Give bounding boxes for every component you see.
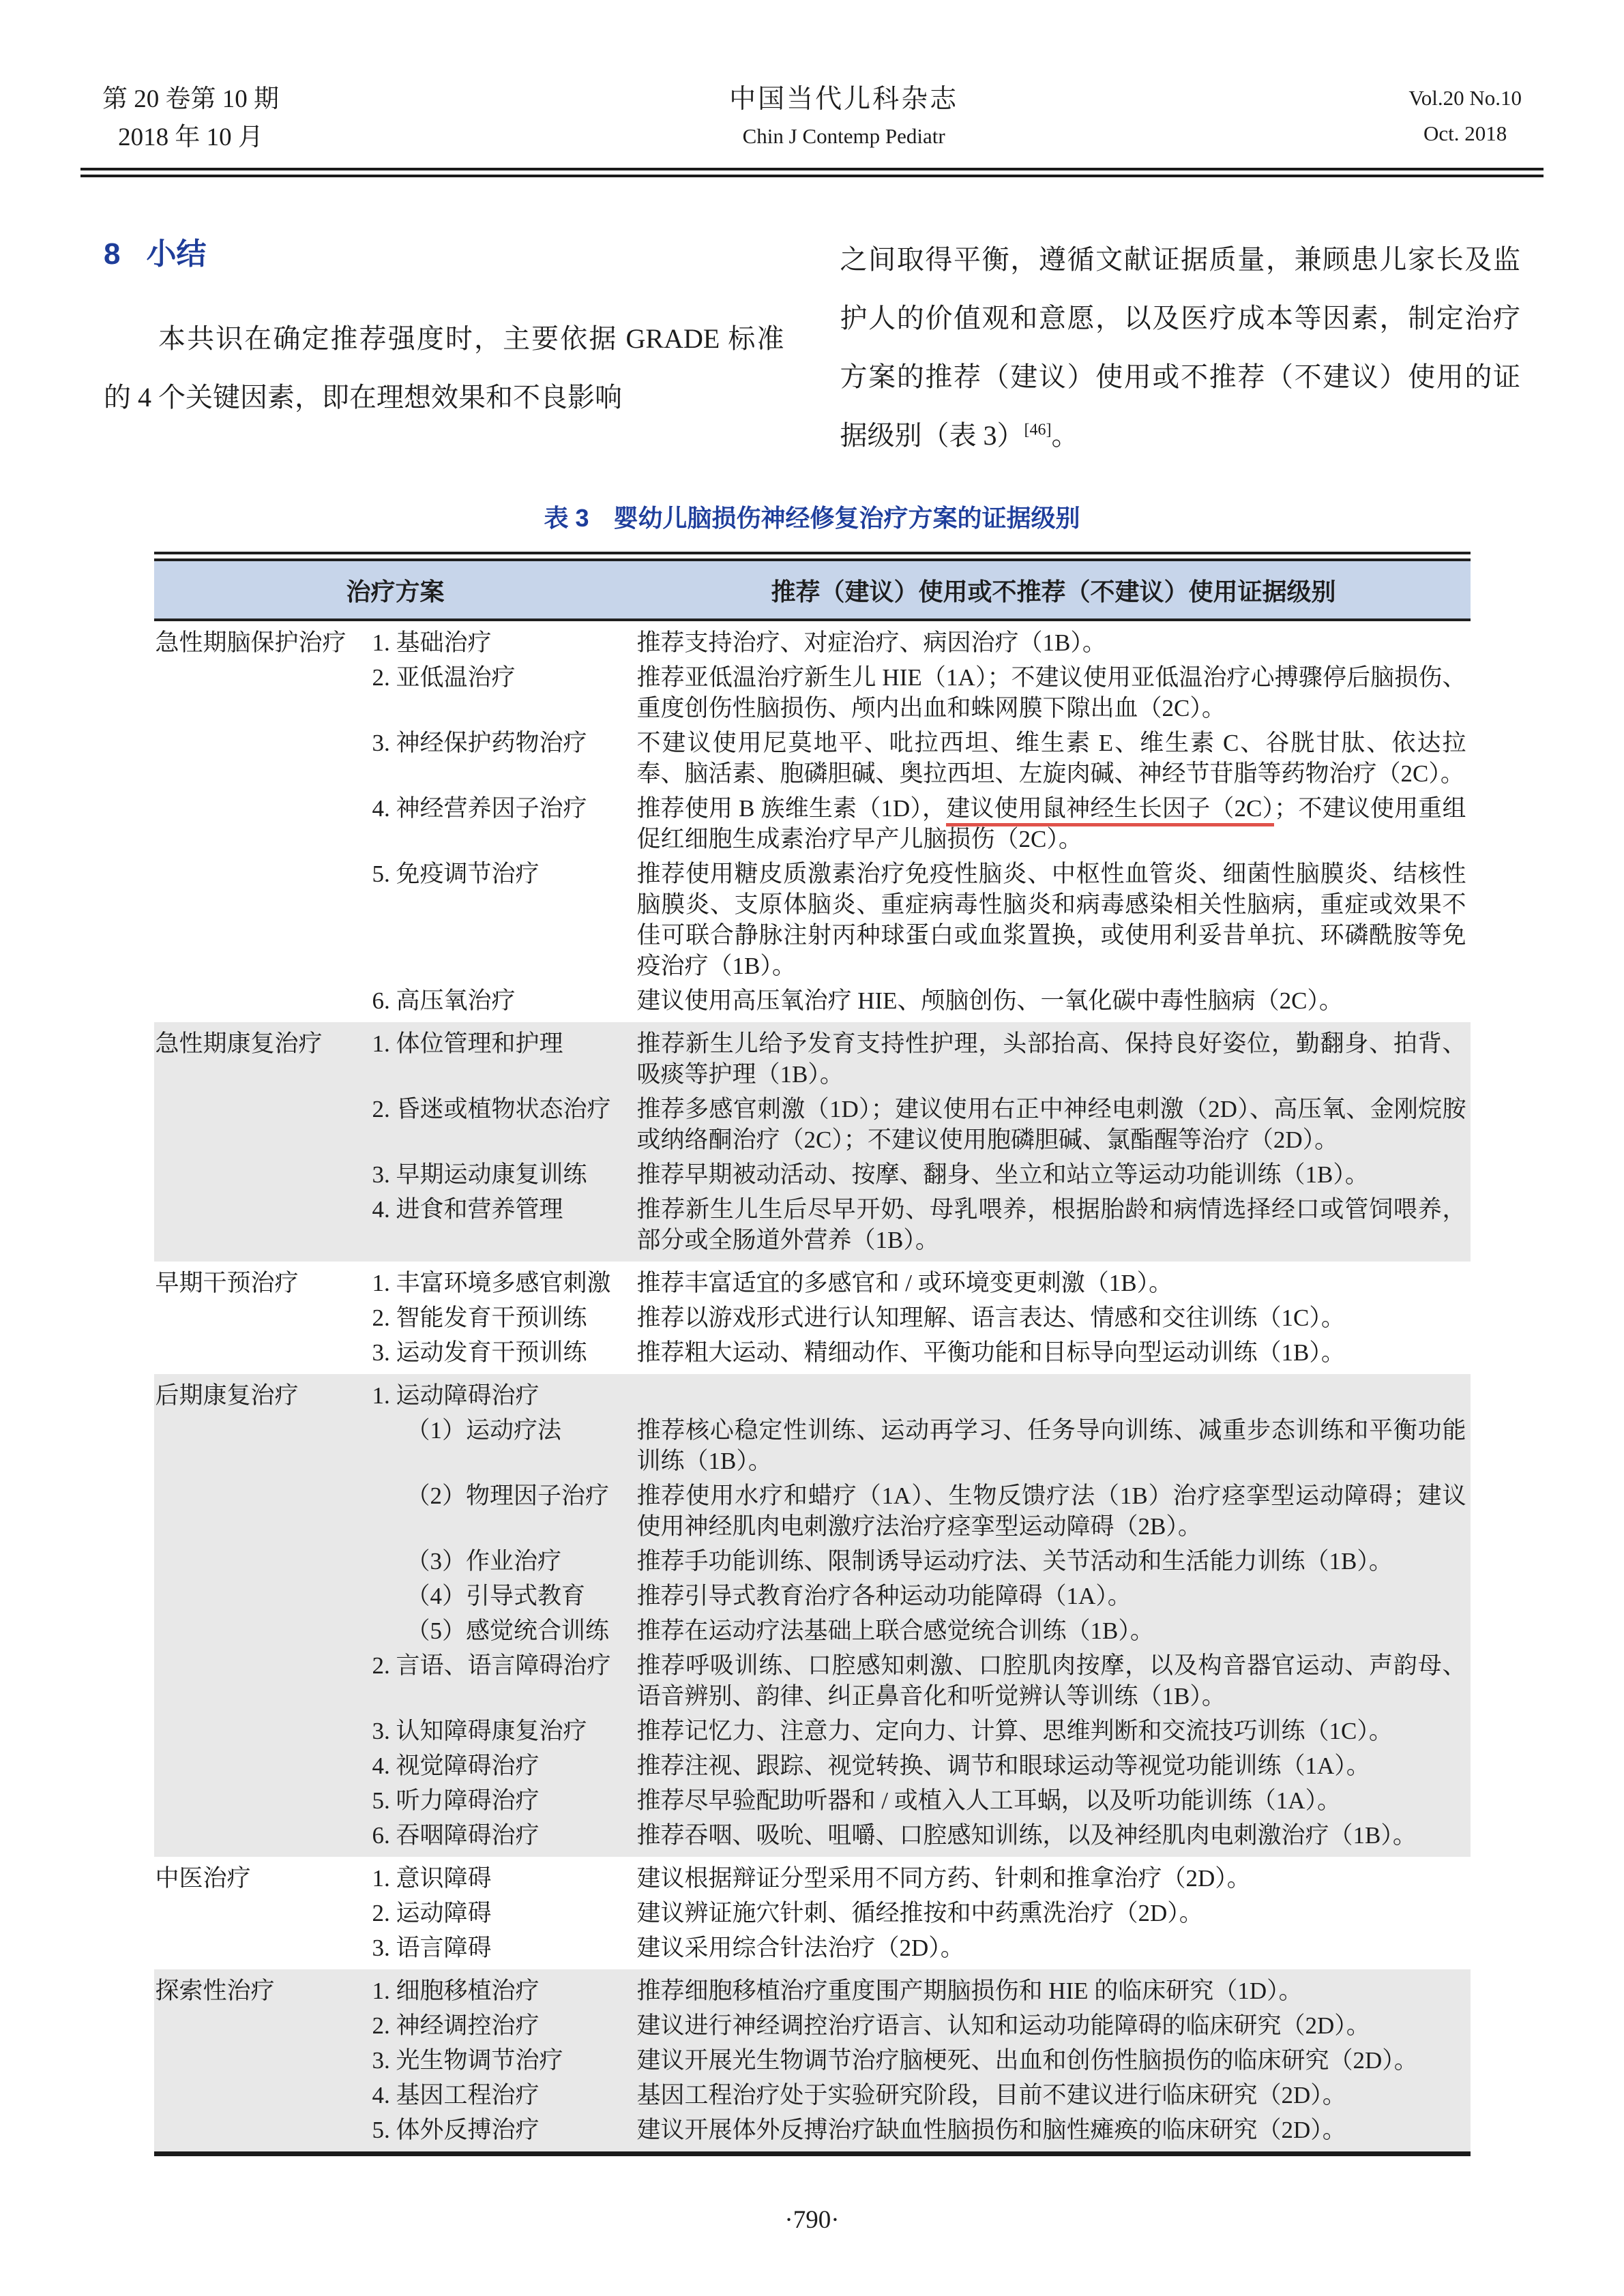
table-row [154,1976,1471,2006]
table-row [154,1380,1471,1411]
evidence-cell: 推荐亚低温治疗新生儿 HIE（1A）；不建议使用亚低温治疗心搏骤停后脑损伤、重度创伤性脑损伤、颅内出血和蛛网膜下隙出血（2C）。 [636,664,1466,721]
evidence-cell: 推荐呼吸训练、口腔感知刺激、口腔肌肉按摩，以及构音器官运动、声韵母、语音辨别、韵律、纠正鼻音化和听觉辨认等训练（1B）。 [636,1652,1466,1710]
table-row [154,1028,1471,1090]
category-cell [154,662,372,724]
running-head-right [1408,80,1522,151]
table-title: 表 3 婴幼儿脑损伤神经修复治疗方案的证据级别 [544,504,1080,532]
evidence-cell: 推荐以游戏形式进行认知理解、语言表达、情感和交往训练（1C）。 [636,1304,1345,1331]
evidence-cell: 推荐支持治疗、对症治疗、病因治疗（1B）。 [636,629,1106,656]
category-cell [154,2045,372,2076]
table-row [154,1094,1471,1155]
category-cell [154,1615,372,1646]
category-cell: 早期干预治疗 [155,1270,299,1296]
table-row [154,1898,1471,1928]
evidence-table [154,552,1471,2156]
evidence-text-post: ；不建议使用重组促红细胞生成素治疗早产儿脑损伤（2C）。 [636,795,1466,852]
evidence-cell: 推荐新生儿生后尽早开奶、母乳喂养，根据胎龄和病情选择经口或管饲喂养，部分或全肠道外营养（1B）。 [636,1196,1466,1253]
table-row [154,1337,1471,1368]
category-cell [154,793,372,854]
category-cell [154,728,372,789]
category-cell [154,2010,372,2041]
category-cell [154,1159,372,1190]
item-cell: 5. 听力障碍治疗 [372,1787,540,1814]
table-row [154,2010,1471,2041]
item-cell: 3. 运动发育干预训练 [372,1339,587,1366]
table-row [154,627,1471,658]
column-header-plan: 治疗方案 [346,578,445,606]
table-section-acute-rehabilitation [154,1022,1471,1262]
item-cell: 6. 吞咽障碍治疗 [372,1822,540,1849]
item-cell: 2. 昏迷或植物状态治疗 [372,1096,611,1122]
evidence-cell: 建议开展光生物调节治疗脑梗死、出血和创伤性脑损伤的临床研究（2D）。 [636,2047,1418,2074]
evidence-cell: 推荐细胞移植治疗重度围产期脑损伤和 HIE 的临床研究（1D）。 [636,1978,1303,2004]
summary-paragraph-left: 本共识在确定推荐强度时，主要依据 GRADE 标准的 4 个关键因素，即在理想效果和不良影响 [104,323,784,413]
evidence-cell: 推荐手功能训练、限制诱导运动疗法、关节活动和生活能力训练（1B）。 [636,1548,1393,1575]
category-cell [154,1650,372,1712]
category-cell [154,1716,372,1746]
running-head-left [102,80,279,157]
table-row [154,2080,1471,2111]
evidence-cell: 推荐吞咽、吸吮、咀嚼、口腔感知训练，以及神经肌肉电刺激治疗（1B）。 [636,1822,1417,1849]
category-cell [154,1898,372,1928]
item-cell: 6. 高压氧治疗 [372,987,516,1014]
category-cell: 急性期康复治疗 [155,1030,323,1057]
item-cell: 1. 运动障碍治疗 [372,1382,540,1409]
category-cell [154,1337,372,1368]
evidence-cell: 建议开展体外反搏治疗缺血性脑损伤和脑性瘫痪的临床研究（2D）。 [636,2117,1346,2143]
category-cell [154,1415,372,1476]
evidence-text-pre: 推荐使用 B 族维生素（1D）， [636,795,947,822]
item-cell: 4. 进食和营养管理 [372,1196,563,1223]
evidence-cell: 推荐多感官刺激（1D）；建议使用右正中神经电刺激（2D）、高压氧、金刚烷胺或纳络酮治疗（2C）；不建议使用胞磷胆碱、氯酯醒等治疗（2D）。 [636,1096,1466,1153]
table-row [154,1159,1471,1190]
sentence-end: 。 [1051,420,1079,451]
evidence-cell: 推荐尽早验配助听器和 / 或植入人工耳蜗，以及听功能训练（1A）。 [636,1787,1342,1814]
table-row [154,1302,1471,1333]
table-bottom-rule [154,2151,1471,2156]
category-cell: 中医治疗 [155,1865,251,1892]
table-row [154,1933,1471,1963]
journal-title-cn: 中国当代儿科杂志 [729,85,959,114]
item-cell: 1. 丰富环境多感官刺激 [372,1270,611,1296]
reference-marker: [46] [1024,421,1052,439]
item-cell: 4. 视觉障碍治疗 [372,1753,540,1779]
category-cell [154,1933,372,1963]
evidence-cell: 推荐注视、跟踪、视觉转换、调节和眼球运动等视觉功能训练（1A）。 [636,1753,1370,1779]
category-cell [154,1302,372,1333]
column-header-evidence: 推荐（建议）使用或不推荐（不建议）使用证据级别 [771,578,1336,606]
item-cell: 1. 基础治疗 [372,629,492,656]
item-cell: 5. 体外反搏治疗 [372,2117,540,2143]
evidence-cell: 基因工程治疗处于实验研究阶段，目前不建议进行临床研究（2D）。 [636,2082,1346,2108]
table-row [154,1581,1471,1611]
category-cell [154,985,372,1016]
volume-issue-cn: 第 20 卷第 10 期 [102,85,279,113]
journal-running-head [0,0,1624,157]
table-row [154,1546,1471,1577]
item-cell: 3. 光生物调节治疗 [372,2047,563,2074]
evidence-cell: 推荐粗大运动、精细动作、平衡功能和目标导向型运动训练（1B）。 [636,1339,1345,1366]
volume-issue-en: Vol.20 No.10 [1408,86,1522,110]
table-row [154,1750,1471,1781]
table-row [154,1820,1471,1851]
category-cell [154,1750,372,1781]
category-cell [154,1480,372,1542]
category-cell: 探索性治疗 [155,1978,275,2004]
evidence-cell: 推荐丰富适宜的多感官和 / 或环境变更刺激（1B）。 [636,1270,1173,1296]
evidence-cell: 推荐新生儿给予发育支持性护理，头部抬高、保持良好姿位，勤翻身、拍背、吸痰等护理（1B）。 [636,1030,1466,1088]
table-row [154,1194,1471,1255]
item-cell: 2. 运动障碍 [372,1900,492,1926]
table-row [154,1268,1471,1298]
evidence-cell: 建议辨证施穴针刺、循经推按和中药熏洗治疗（2D）。 [636,1900,1203,1926]
item-cell: 2. 言语、语言障碍治疗 [372,1652,611,1679]
summary-columns [104,230,1520,465]
table-row [154,1650,1471,1712]
item-cell: 2. 智能发育干预训练 [372,1304,587,1331]
page-number: ·790· [784,2206,840,2234]
red-underline-annotation: 建议使用鼠神经生长因子（2C） [946,795,1274,826]
category-cell [154,2080,372,2111]
table-header-row [154,561,1471,621]
journal-title-en: Chin J Contemp Pediatr [742,124,945,148]
item-cell: 4. 神经营养因子治疗 [372,795,587,822]
item-cell: （5）感觉统合训练 [406,1617,610,1644]
table-row [154,662,1471,724]
category-cell [154,1581,372,1611]
table-section-exploratory [154,1969,1471,2151]
category-cell [154,2115,372,2145]
item-cell: 3. 认知障碍康复治疗 [372,1718,587,1744]
left-column [104,230,784,465]
table-row [154,859,1471,981]
item-cell: 2. 神经调控治疗 [372,2012,540,2039]
table-row [154,1863,1471,1894]
section-heading [104,230,784,278]
evidence-cell: 建议进行神经调控治疗语言、认知和运动功能障碍的临床研究（2D）。 [636,2012,1370,2039]
date-en: Oct. 2018 [1423,121,1507,145]
category-cell [154,1820,372,1851]
table-row [154,1480,1471,1542]
evidence-cell: 推荐使用水疗和蜡疗（1A）、生物反馈疗法（1B）治疗痉挛型运动障碍；建议使用神经肌肉电刺激疗法治疗痉挛型运动障碍（2B）。 [636,1482,1466,1540]
date-cn: 2018 年 10 月 [118,123,263,151]
evidence-cell: 推荐核心稳定性训练、运动再学习、任务导向训练、减重步态训练和平衡功能训练（1B）。 [636,1417,1466,1474]
item-cell: （3）作业治疗 [406,1548,562,1575]
table-row [154,1785,1471,1816]
evidence-cell [637,793,1471,854]
evidence-cell: 建议采用综合针法治疗（2D）。 [636,1935,964,1961]
table-row [154,793,1471,854]
category-cell [154,1094,372,1155]
section-number: 8 [104,237,121,271]
table-row [154,1415,1471,1476]
item-cell: 1. 细胞移植治疗 [372,1978,540,2004]
evidence-cell: 建议根据辩证分型采用不同方药、针刺和推拿治疗（2D）。 [636,1865,1251,1892]
table-section-late-rehabilitation [154,1374,1471,1857]
item-cell: 1. 体位管理和护理 [372,1030,563,1057]
category-cell [154,1546,372,1577]
table-section-tcm [154,1857,1471,1969]
evidence-cell: 推荐在运动疗法基础上联合感觉统合训练（1B）。 [636,1617,1154,1644]
summary-paragraph-right: 之间取得平衡，遵循文献证据质量，兼顾患儿家长及监护人的价值观和意愿，以及医疗成本等因素，制定治疗方案的推荐（建议）使用或不推荐（不建议）使用的证据级别（表 3） [840,244,1520,451]
evidence-cell: 不建议使用尼莫地平、吡拉西坦、维生素 E、维生素 C、谷胱甘肽、依达拉奉、脑活素、胞磷胆碱、奥拉西坦、左旋肉碱、神经节苷脂等药物治疗（2C）。 [636,730,1466,787]
table-section-acute-brain-protection [154,621,1471,1022]
item-cell: （1）运动疗法 [406,1417,562,1444]
item-cell: 3. 早期运动康复训练 [372,1161,587,1188]
item-cell: 2. 亚低温治疗 [372,664,516,691]
table-row [154,2115,1471,2145]
table-row [154,1716,1471,1746]
evidence-cell: 推荐记忆力、注意力、定向力、计算、思维判断和交流技巧训练（1C）。 [636,1718,1393,1744]
table-row [154,728,1471,789]
table-row [154,985,1471,1016]
section-title: 小结 [146,237,207,271]
item-cell: （4）引导式教育 [406,1583,586,1609]
table-top-rule [154,552,1471,561]
header-divider-rule [80,168,1544,177]
category-cell [154,1785,372,1816]
item-cell: 1. 意识障碍 [372,1865,492,1892]
table-section-early-intervention [154,1262,1471,1374]
running-head-center [729,80,958,154]
category-cell: 急性期脑保护治疗 [155,629,346,656]
item-cell: 3. 神经保护药物治疗 [372,730,587,756]
item-cell: （2）物理因子治疗 [406,1482,610,1509]
table-row [154,1615,1471,1646]
evidence-cell: 推荐使用糖皮质激素治疗免疫性脑炎、中枢性血管炎、细菌性脑膜炎、结核性脑膜炎、支原体脑炎、重症病毒性脑炎和病毒感染相关性脑病，重症或效果不佳可联合静脉注射丙种球蛋白或血浆置换，或使用利妥昔单抗、环磷酰胺等免疫治疗（1B）。 [636,861,1466,979]
table-row [154,2045,1471,2076]
evidence-cell: 推荐早期被动活动、按摩、翻身、坐立和站立等运动功能训练（1B）。 [636,1161,1369,1188]
category-cell [154,859,372,981]
evidence-cell [637,1380,1471,1411]
category-cell: 后期康复治疗 [155,1382,299,1409]
evidence-cell: 推荐引导式教育治疗各种运动功能障碍（1A）。 [636,1583,1132,1609]
evidence-cell: 建议使用高压氧治疗 HIE、颅脑创伤、一氧化碳中毒性脑病（2C）。 [636,987,1343,1014]
category-cell [154,1194,372,1255]
item-cell: 4. 基因工程治疗 [372,2082,540,2108]
right-column [840,230,1521,465]
item-cell: 5. 免疫调节治疗 [372,861,540,887]
item-cell: 3. 语言障碍 [372,1935,492,1961]
